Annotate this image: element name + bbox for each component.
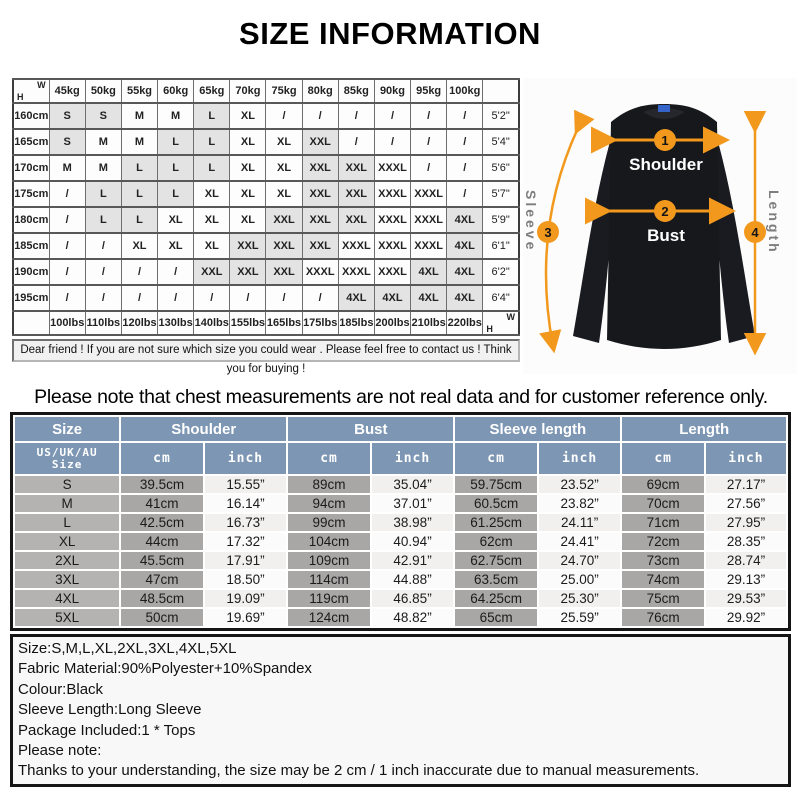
size-cell: / <box>49 207 85 233</box>
size-cell: 4XL <box>411 259 447 285</box>
inch-value: 48.82” <box>372 609 454 626</box>
pounds-header: 175lbs <box>302 311 338 335</box>
detail-line: Please note: <box>18 742 102 760</box>
pounds-header: 210lbs <box>411 311 447 335</box>
inch-value: 35.04” <box>372 476 454 493</box>
hw-row <box>13 233 519 259</box>
garment-illustration <box>523 78 797 374</box>
size-cell: L <box>194 155 230 181</box>
size-cell: M <box>85 129 121 155</box>
friendly-note: Dear friend ! If you are not sure which size you could wear . Please feel free to contact us ! Think you for buying ! <box>12 339 520 362</box>
cm-value: 63.5cm <box>455 571 537 588</box>
height-label: 160cm <box>13 103 49 129</box>
size-cell: / <box>374 129 410 155</box>
marker-1-number: 1 <box>661 133 669 148</box>
size-cell: L <box>121 207 157 233</box>
height-feet: 5'4" <box>483 129 519 155</box>
size-cell: XL <box>230 155 266 181</box>
inch-value: 25.00” <box>539 571 621 588</box>
inch-value: 28.74” <box>706 552 786 569</box>
size-row <box>15 609 786 626</box>
size-cell: XXL <box>230 233 266 259</box>
height-feet: 6'4" <box>483 285 519 311</box>
weight-header: 60kg <box>158 79 194 103</box>
pounds-header: 130lbs <box>158 311 194 335</box>
size-cell: XXXL <box>374 233 410 259</box>
size-cell: XL <box>230 181 266 207</box>
marker-3-number: 3 <box>544 225 552 240</box>
hw-corner-bottom <box>483 311 519 335</box>
hw-row <box>13 155 519 181</box>
inch-value: 24.41” <box>539 533 621 550</box>
cm-value: 104cm <box>288 533 370 550</box>
weight-header: 45kg <box>49 79 85 103</box>
height-label: 170cm <box>13 155 49 181</box>
size-cell: XXL <box>338 207 374 233</box>
hw-row <box>13 181 519 207</box>
pounds-header: 110lbs <box>85 311 121 335</box>
pounds-header: 220lbs <box>447 311 483 335</box>
size-row <box>15 495 786 512</box>
size-cell: XXL <box>302 129 338 155</box>
cm-value: 41cm <box>121 495 203 512</box>
height-feet: 5'9" <box>483 207 519 233</box>
size-cell: S <box>49 129 85 155</box>
hw-corner-top <box>13 79 49 103</box>
size-cell: L <box>121 181 157 207</box>
col-bust: Bust <box>288 417 453 441</box>
cm-value: 89cm <box>288 476 370 493</box>
inch-value: 15.55” <box>205 476 287 493</box>
size-cell: XXXL <box>374 259 410 285</box>
size-cell: XXL <box>338 181 374 207</box>
size-cell: / <box>374 103 410 129</box>
size-value: XL <box>15 533 119 550</box>
size-value: S <box>15 476 119 493</box>
inch-value: 23.52” <box>539 476 621 493</box>
size-cell: 4XL <box>338 285 374 311</box>
size-cell: XXL <box>302 233 338 259</box>
size-cell: L <box>158 129 194 155</box>
cm-value: 109cm <box>288 552 370 569</box>
size-cell: L <box>85 181 121 207</box>
unit-inch: inch <box>539 443 621 474</box>
cm-value: 42.5cm <box>121 514 203 531</box>
size-cell: / <box>158 259 194 285</box>
size-cell: XL <box>266 129 302 155</box>
col-length: Length <box>622 417 786 441</box>
unit-cm: cm <box>288 443 370 474</box>
cm-value: 72cm <box>622 533 704 550</box>
size-cell: XL <box>158 207 194 233</box>
size-cell: XXXL <box>411 181 447 207</box>
size-cell: XL <box>194 207 230 233</box>
weight-header: 85kg <box>338 79 374 103</box>
size-cell: XXXL <box>338 259 374 285</box>
size-row <box>15 571 786 588</box>
size-row <box>15 533 786 550</box>
size-cell: 4XL <box>411 285 447 311</box>
height-label: 175cm <box>13 181 49 207</box>
cm-value: 70cm <box>622 495 704 512</box>
inch-value: 16.14” <box>205 495 287 512</box>
inch-value: 40.94” <box>372 533 454 550</box>
pounds-header: 185lbs <box>338 311 374 335</box>
hw-row <box>13 129 519 155</box>
height-label: 165cm <box>13 129 49 155</box>
height-label: 185cm <box>13 233 49 259</box>
cm-value: 45.5cm <box>121 552 203 569</box>
collar-tag <box>658 105 670 112</box>
size-cell: / <box>447 129 483 155</box>
size-cell: XXXL <box>302 259 338 285</box>
inch-value: 19.69” <box>205 609 287 626</box>
hw-row <box>13 207 519 233</box>
height-label: 190cm <box>13 259 49 285</box>
cm-value: 62.75cm <box>455 552 537 569</box>
cm-value: 59.75cm <box>455 476 537 493</box>
size-cell: / <box>49 181 85 207</box>
hw-corner-blank <box>483 79 519 103</box>
height-weight-section <box>12 78 520 375</box>
weight-header: 95kg <box>411 79 447 103</box>
size-cell: S <box>85 103 121 129</box>
size-cell: XXXL <box>338 233 374 259</box>
size-cell: XL <box>230 129 266 155</box>
size-cell: XXXL <box>374 207 410 233</box>
cm-value: 75cm <box>622 590 704 607</box>
size-cell: / <box>447 103 483 129</box>
cm-value: 99cm <box>288 514 370 531</box>
size-chart-table <box>10 412 791 631</box>
detail-line: Size:S,M,L,XL,2XL,3XL,4XL,5XL <box>18 640 237 657</box>
size-cell: XXXL <box>374 155 410 181</box>
height-feet: 6'1" <box>483 233 519 259</box>
cm-value: 47cm <box>121 571 203 588</box>
size-cell: / <box>266 285 302 311</box>
inch-value: 29.92” <box>706 609 786 626</box>
size-cell: XXXL <box>374 181 410 207</box>
size-cell: M <box>49 155 85 181</box>
inch-value: 24.11” <box>539 514 621 531</box>
pounds-header: 120lbs <box>121 311 157 335</box>
col-size: Size <box>15 417 119 441</box>
unit-inch: inch <box>706 443 786 474</box>
size-cell: 4XL <box>447 285 483 311</box>
cm-value: 64.25cm <box>455 590 537 607</box>
unit-header-row <box>15 443 786 474</box>
length-label: Length <box>766 190 782 255</box>
cm-value: 48.5cm <box>121 590 203 607</box>
inch-value: 27.17” <box>706 476 786 493</box>
cm-value: 61.25cm <box>455 514 537 531</box>
cm-value: 69cm <box>622 476 704 493</box>
sleeve-label: Sleeve <box>523 190 539 253</box>
size-cell: L <box>194 129 230 155</box>
weight-axis-label: W <box>506 312 515 322</box>
inch-value: 37.01” <box>372 495 454 512</box>
inch-value: 29.53” <box>706 590 786 607</box>
size-cell: 4XL <box>374 285 410 311</box>
size-cell: / <box>85 259 121 285</box>
reference-note: Please note that chest measurements are not real data and for customer reference only. <box>34 386 768 408</box>
size-cell: / <box>85 233 121 259</box>
product-details <box>10 634 791 787</box>
size-cell: L <box>85 207 121 233</box>
size-cell: M <box>121 103 157 129</box>
size-cell: / <box>49 259 85 285</box>
inch-value: 27.95” <box>706 514 786 531</box>
unit-cm: cm <box>121 443 203 474</box>
size-cell: XXL <box>266 259 302 285</box>
cm-value: 119cm <box>288 590 370 607</box>
pounds-header: 100lbs <box>49 311 85 335</box>
size-cell: XL <box>121 233 157 259</box>
size-cell: XL <box>266 155 302 181</box>
size-cell: L <box>158 181 194 207</box>
size-cell: XXL <box>302 181 338 207</box>
size-cell: / <box>158 285 194 311</box>
detail-line: Colour:Black <box>18 680 104 698</box>
page-title: SIZE INFORMATION <box>239 16 541 51</box>
size-row <box>15 514 786 531</box>
marker-2-number: 2 <box>661 204 669 219</box>
inch-value: 17.32” <box>205 533 287 550</box>
cm-value: 50cm <box>121 609 203 626</box>
size-cell: / <box>411 155 447 181</box>
size-cell: M <box>158 103 194 129</box>
pounds-header: 165lbs <box>266 311 302 335</box>
inch-value: 38.98” <box>372 514 454 531</box>
size-cell: / <box>302 285 338 311</box>
detail-line: Package Included:1 * Tops <box>18 721 196 739</box>
size-cell: / <box>194 285 230 311</box>
size-value: 4XL <box>15 590 119 607</box>
size-cell: L <box>194 103 230 129</box>
height-weight-table <box>12 78 520 336</box>
cm-value: 124cm <box>288 609 370 626</box>
size-cell: XXXL <box>411 207 447 233</box>
cm-value: 39.5cm <box>121 476 203 493</box>
size-value: 5XL <box>15 609 119 626</box>
unit-inch: inch <box>205 443 287 474</box>
inch-value: 46.85” <box>372 590 454 607</box>
size-value: M <box>15 495 119 512</box>
size-cell: / <box>338 129 374 155</box>
inch-value: 19.09” <box>205 590 287 607</box>
detail-line: Sleeve Length:Long Sleeve <box>18 701 202 719</box>
height-feet: 6'2" <box>483 259 519 285</box>
inch-value: 25.59” <box>539 609 621 626</box>
weight-header: 50kg <box>85 79 121 103</box>
size-cell: XL <box>194 233 230 259</box>
size-cell: XL <box>230 207 266 233</box>
inch-value: 24.70” <box>539 552 621 569</box>
size-cell: S <box>49 103 85 129</box>
weight-header: 90kg <box>374 79 410 103</box>
size-cell: / <box>447 155 483 181</box>
inch-value: 27.56” <box>706 495 786 512</box>
inch-value: 25.30” <box>539 590 621 607</box>
weight-header: 55kg <box>121 79 157 103</box>
size-cell: XXL <box>266 207 302 233</box>
size-cell: / <box>230 285 266 311</box>
height-feet: 5'7" <box>483 181 519 207</box>
size-cell: XL <box>230 103 266 129</box>
cm-value: 76cm <box>622 609 704 626</box>
group-header-row <box>15 417 786 441</box>
inch-value: 17.91” <box>205 552 287 569</box>
size-cell: XL <box>194 181 230 207</box>
weight-header: 80kg <box>302 79 338 103</box>
size-row <box>15 476 786 493</box>
inch-value: 29.13” <box>706 571 786 588</box>
size-cell: / <box>266 103 302 129</box>
size-cell: XXL <box>302 155 338 181</box>
height-axis-label: H <box>17 92 24 102</box>
size-cell: / <box>411 129 447 155</box>
garment-diagram <box>523 78 797 374</box>
hw-row <box>13 285 519 311</box>
size-line: Size <box>51 457 83 471</box>
inch-value: 42.91” <box>372 552 454 569</box>
size-cell: M <box>85 155 121 181</box>
size-value: 2XL <box>15 552 119 569</box>
cm-value: 71cm <box>622 514 704 531</box>
weight-header: 100kg <box>447 79 483 103</box>
size-cell: / <box>49 285 85 311</box>
inch-value: 28.35” <box>706 533 786 550</box>
size-cell: 4XL <box>447 233 483 259</box>
size-cell: / <box>338 103 374 129</box>
cm-value: 114cm <box>288 571 370 588</box>
cm-value: 60.5cm <box>455 495 537 512</box>
inch-value: 44.88” <box>372 571 454 588</box>
cm-value: 74cm <box>622 571 704 588</box>
unit-cm: cm <box>622 443 704 474</box>
size-cell: XXL <box>230 259 266 285</box>
size-cell: 4XL <box>447 259 483 285</box>
pounds-header: 140lbs <box>194 311 230 335</box>
size-cell: XL <box>158 233 194 259</box>
height-axis-label: H <box>486 324 493 334</box>
size-cell: / <box>49 233 85 259</box>
marker-4-number: 4 <box>751 225 759 240</box>
cm-value: 65cm <box>455 609 537 626</box>
pounds-header: 200lbs <box>374 311 410 335</box>
inch-value: 16.73” <box>205 514 287 531</box>
weight-axis-label: W <box>37 80 46 90</box>
col-sleeve-length: Sleeve length <box>455 417 620 441</box>
size-cell: L <box>121 155 157 181</box>
weight-header: 75kg <box>266 79 302 103</box>
size-cell: / <box>411 103 447 129</box>
size-cell: 4XL <box>447 207 483 233</box>
unit-inch: inch <box>372 443 454 474</box>
hw-row <box>13 259 519 285</box>
cm-value: 73cm <box>622 552 704 569</box>
size-value: L <box>15 514 119 531</box>
size-cell: XXL <box>338 155 374 181</box>
size-cell: XXXL <box>411 233 447 259</box>
size-cell: XL <box>266 181 302 207</box>
us-uk-au-line: US/UK/AU <box>36 445 98 459</box>
col-shoulder: Shoulder <box>121 417 286 441</box>
size-value: 3XL <box>15 571 119 588</box>
size-cell: M <box>121 129 157 155</box>
size-cell: / <box>121 259 157 285</box>
height-feet: 5'2" <box>483 103 519 129</box>
detail-line: Thanks to your understanding, the size may be 2 cm / 1 inch inaccurate due to manual measurements. <box>18 762 700 780</box>
hw-row <box>13 103 519 129</box>
size-cell: XXL <box>266 233 302 259</box>
height-label: 180cm <box>13 207 49 233</box>
cm-value: 62cm <box>455 533 537 550</box>
size-row <box>15 590 786 607</box>
cm-value: 94cm <box>288 495 370 512</box>
size-cell: L <box>158 155 194 181</box>
detail-line: Fabric Material:90%Polyester+10%Spandex <box>18 660 312 678</box>
weight-header: 70kg <box>230 79 266 103</box>
size-cell: / <box>85 285 121 311</box>
pounds-header: 155lbs <box>230 311 266 335</box>
inch-value: 23.82” <box>539 495 621 512</box>
unit-cm: cm <box>455 443 537 474</box>
shoulder-label: Shoulder <box>629 155 703 174</box>
size-row <box>15 552 786 569</box>
cm-value: 44cm <box>121 533 203 550</box>
size-cell: / <box>302 103 338 129</box>
col-us-uk-au-size <box>15 443 119 474</box>
hw-corner-blank <box>13 311 49 335</box>
size-cell: / <box>121 285 157 311</box>
height-feet: 5'6" <box>483 155 519 181</box>
bust-label: Bust <box>647 226 685 245</box>
size-cell: XXL <box>302 207 338 233</box>
inch-value: 18.50” <box>205 571 287 588</box>
height-label: 195cm <box>13 285 49 311</box>
size-cell: XXL <box>194 259 230 285</box>
weight-header: 65kg <box>194 79 230 103</box>
size-cell: / <box>447 181 483 207</box>
